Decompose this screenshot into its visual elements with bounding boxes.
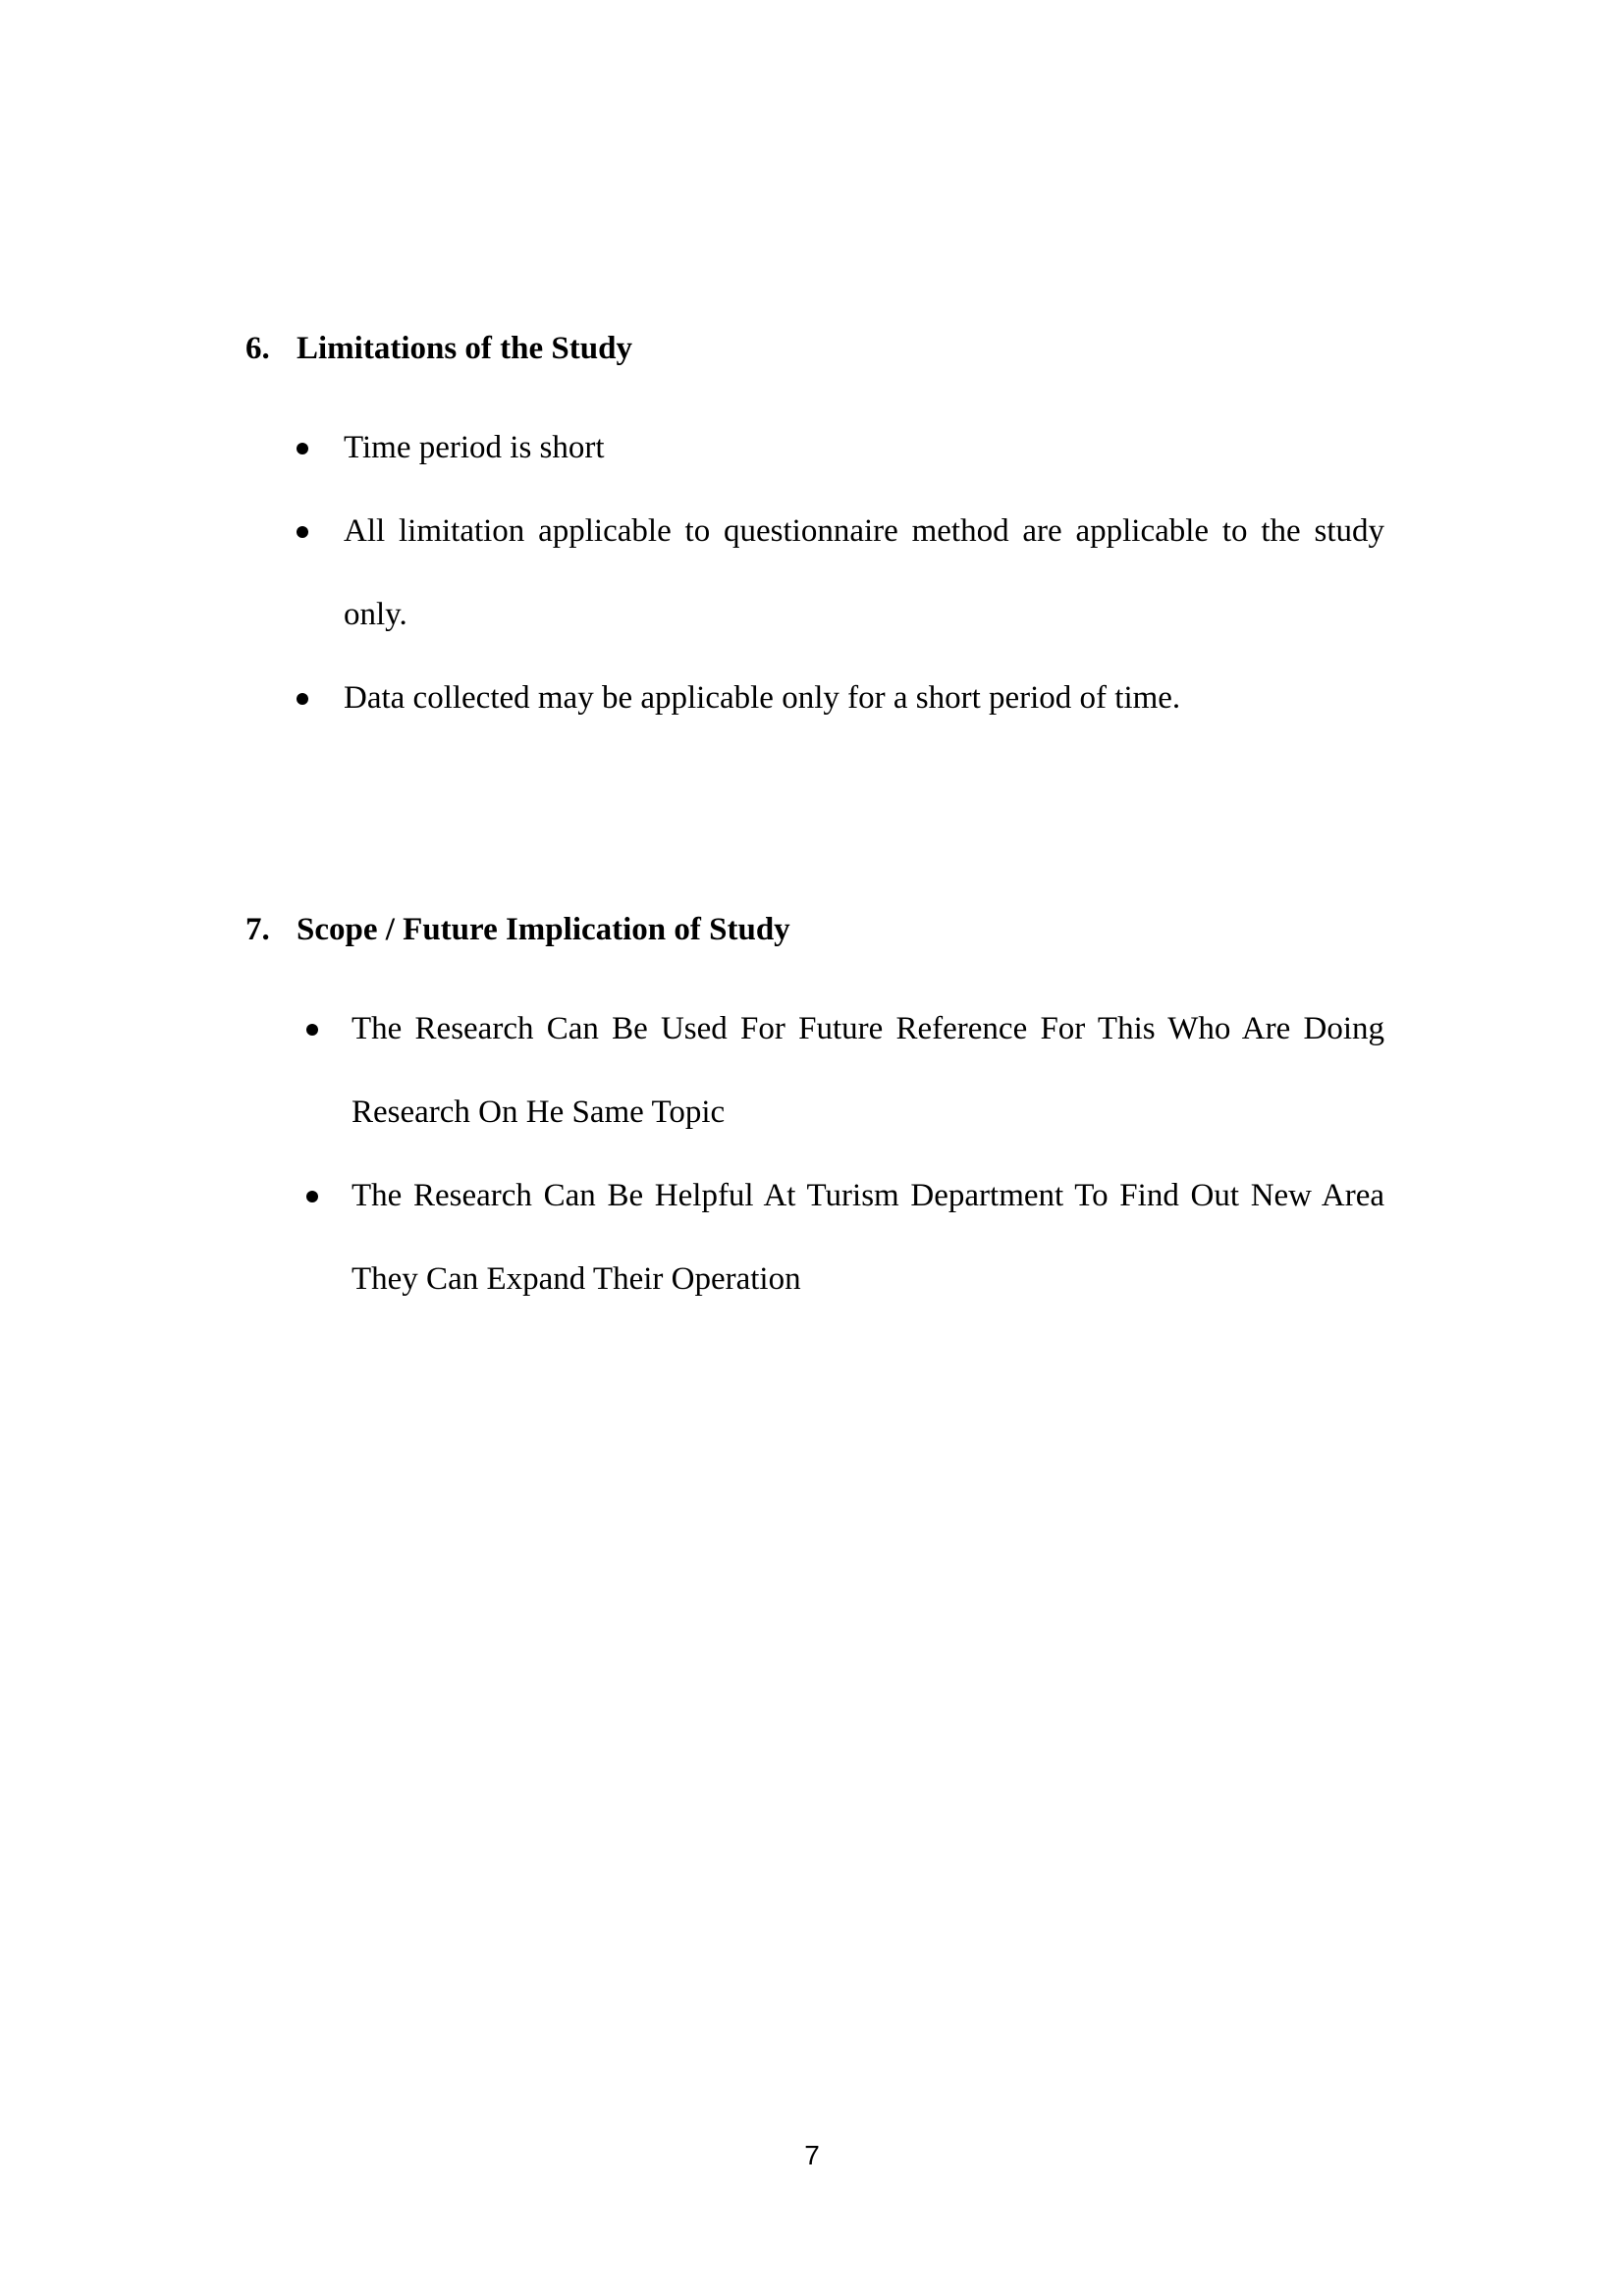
list-item <box>245 406 1384 490</box>
list-item-text: All limitation applicable to questionnaire method are applicable to the study only. <box>344 513 1384 632</box>
section-title: Scope / Future Implication of Study <box>297 912 790 947</box>
list-item <box>245 490 1384 657</box>
bullet-icon <box>306 1024 318 1036</box>
list-item <box>245 1154 1384 1321</box>
bullet-icon <box>306 1191 318 1202</box>
section-number: 6. <box>245 331 270 366</box>
list-item-text: Data collected may be applicable only for a short period of time. <box>344 680 1181 716</box>
bullet-icon <box>297 443 308 454</box>
section-title: Limitations of the Study <box>297 331 632 366</box>
section-scope <box>245 905 1384 1321</box>
section-heading <box>245 905 1384 954</box>
bullet-icon <box>297 526 308 538</box>
page-number: 7 <box>804 2140 820 2170</box>
bullet-list <box>245 988 1384 1321</box>
section-heading <box>245 324 1384 373</box>
list-item-text: The Research Can Be Helpful At Turism Department To Find Out New Area They Can Expand Their Operation <box>352 1178 1384 1297</box>
list-item-text: Time period is short <box>344 430 605 465</box>
section-limitations <box>245 324 1384 740</box>
section-number: 7. <box>245 912 270 947</box>
list-item <box>245 657 1384 740</box>
list-item-text: The Research Can Be Used For Future Reference For This Who Are Doing Research On He Same Topic <box>352 1011 1384 1130</box>
bullet-list <box>245 406 1384 740</box>
list-item <box>245 988 1384 1154</box>
bullet-icon <box>297 693 308 705</box>
